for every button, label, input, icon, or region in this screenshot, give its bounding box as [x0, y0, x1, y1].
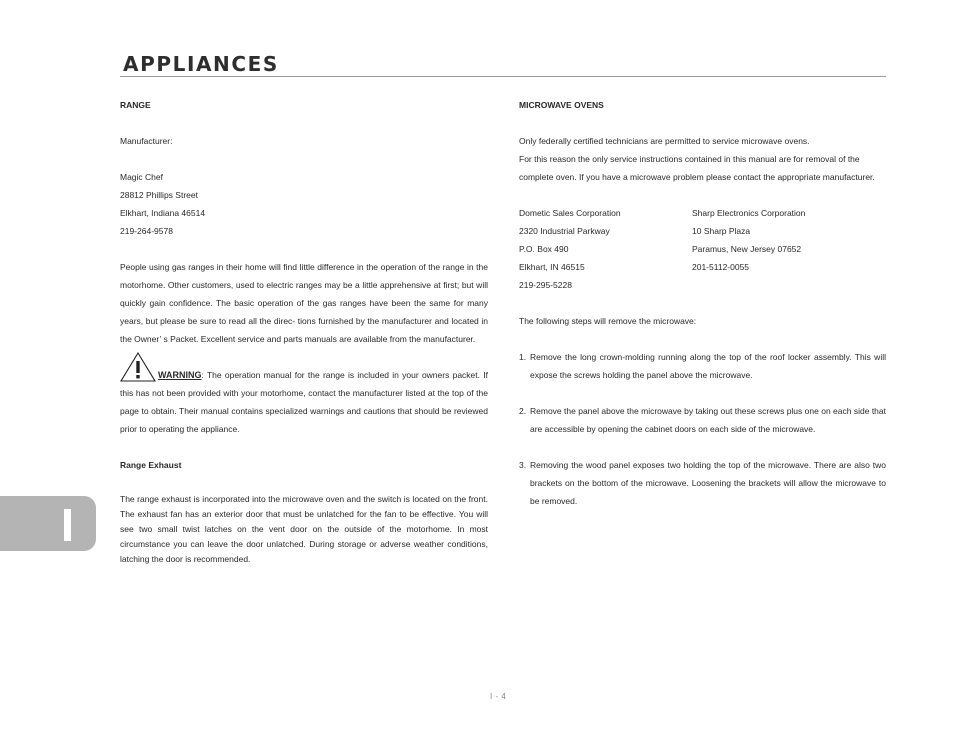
warning-paragraph	[120, 366, 488, 438]
contact-line: Sharp Electronics Corporation	[692, 208, 806, 218]
step-number: 1.	[519, 352, 527, 362]
microwave-column	[519, 96, 886, 510]
range-exhaust-paragraph: The range exhaust is incorporated into the microwave oven and the switch is located on the front. The exhaust fan has an exterior door that must be unlatched for the fan to be effective. You will see two small twist latches on the vent door on the outside of the motorhome. In most circumstance you can leave the door unlatched. During storage or adverse weather conditions, latching the door is recommended.	[120, 494, 488, 564]
manufacturer-label: Manufacturer:	[120, 136, 173, 146]
step-text: Remove the panel above the microwave by taking out these screws plus one on each side that are accessible by opening the cabinet doors on each side of the microwave.	[530, 406, 886, 434]
removal-step	[519, 456, 886, 510]
microwave-intro-line: Only federally certified technicians are permitted to service microwave ovens.	[519, 136, 810, 146]
title-divider	[120, 76, 886, 77]
contact-line: 2320 Industrial Parkway	[519, 226, 610, 236]
page-number: I - 4	[490, 692, 507, 701]
contact-line: 10 Sharp Plaza	[692, 226, 751, 236]
section-tab-marker	[64, 509, 71, 541]
contact-line: Paramus, New Jersey 07652	[692, 244, 802, 254]
contact-line: 219-295-5228	[519, 280, 572, 290]
contact-line: P.O. Box 490	[519, 244, 569, 254]
section-tab	[0, 496, 96, 551]
contact-line: Elkhart, IN 46515	[519, 262, 585, 272]
contact-line: Dometic Sales Corporation	[519, 208, 621, 218]
warning-label: WARNING	[158, 370, 202, 380]
microwave-heading: MICROWAVE OVENS	[519, 100, 604, 110]
range-exhaust-heading: Range Exhaust	[120, 460, 182, 470]
removal-step	[519, 348, 886, 384]
step-text: Remove the long crown-molding running along the top of the roof locker assembly. This will expose the screws holding the panel above the microwave.	[530, 352, 886, 380]
address-line: Magic Chef	[120, 172, 163, 182]
phone-number: 219-264-9578	[120, 226, 173, 236]
warning-text: : The operation manual for the range is included in your owners packet. If this has not been provided with your motorhome, contact the manufacturer listed at the top of the page to obtain. Their manual contains specialized warnings and cautions that should be reviewed prior to operating the appliance.	[120, 370, 488, 434]
page-title: APPLIANCES	[123, 52, 279, 76]
removal-step	[519, 402, 886, 438]
step-number: 2.	[519, 406, 527, 416]
contact-line: 201-5112-0055	[692, 262, 750, 272]
range-column	[120, 96, 488, 567]
dometic-contact	[519, 204, 692, 294]
steps-intro: The following steps will remove the microwave:	[519, 316, 697, 326]
sharp-contact	[692, 204, 886, 294]
range-intro-paragraph: People using gas ranges in their home will find little difference in the operation of the range in the motorhome. Other customers, used to electric ranges may be a little apprehensive at first; but will quickly gain confidence. The basic operation of the gas ranges have been the same for many years, but please be sure to read all the direc- tions furnished by the manufacturer and located in the Owner’ s Packet. Excellent service and parts manuals are available from the manufacturer.	[120, 262, 488, 344]
warning-triangle-icon	[120, 352, 156, 382]
address-line: 28812 Phillips Street	[120, 190, 198, 200]
step-text: Removing the wood panel exposes two holding the top of the microwave. There are also two brackets on the bottom of the microwave. Loosening the brackets will allow the microwave to be removed.	[530, 460, 886, 506]
step-number: 3.	[519, 460, 527, 470]
range-heading: RANGE	[120, 100, 151, 110]
contacts-block	[519, 204, 886, 294]
address-line: Elkhart, Indiana 46514	[120, 208, 206, 218]
microwave-intro-paragraph: For this reason the only service instructions contained in this manual are for removal of the complete oven. If you have a microwave problem please contact the appropriate manufacturer.	[519, 154, 875, 182]
